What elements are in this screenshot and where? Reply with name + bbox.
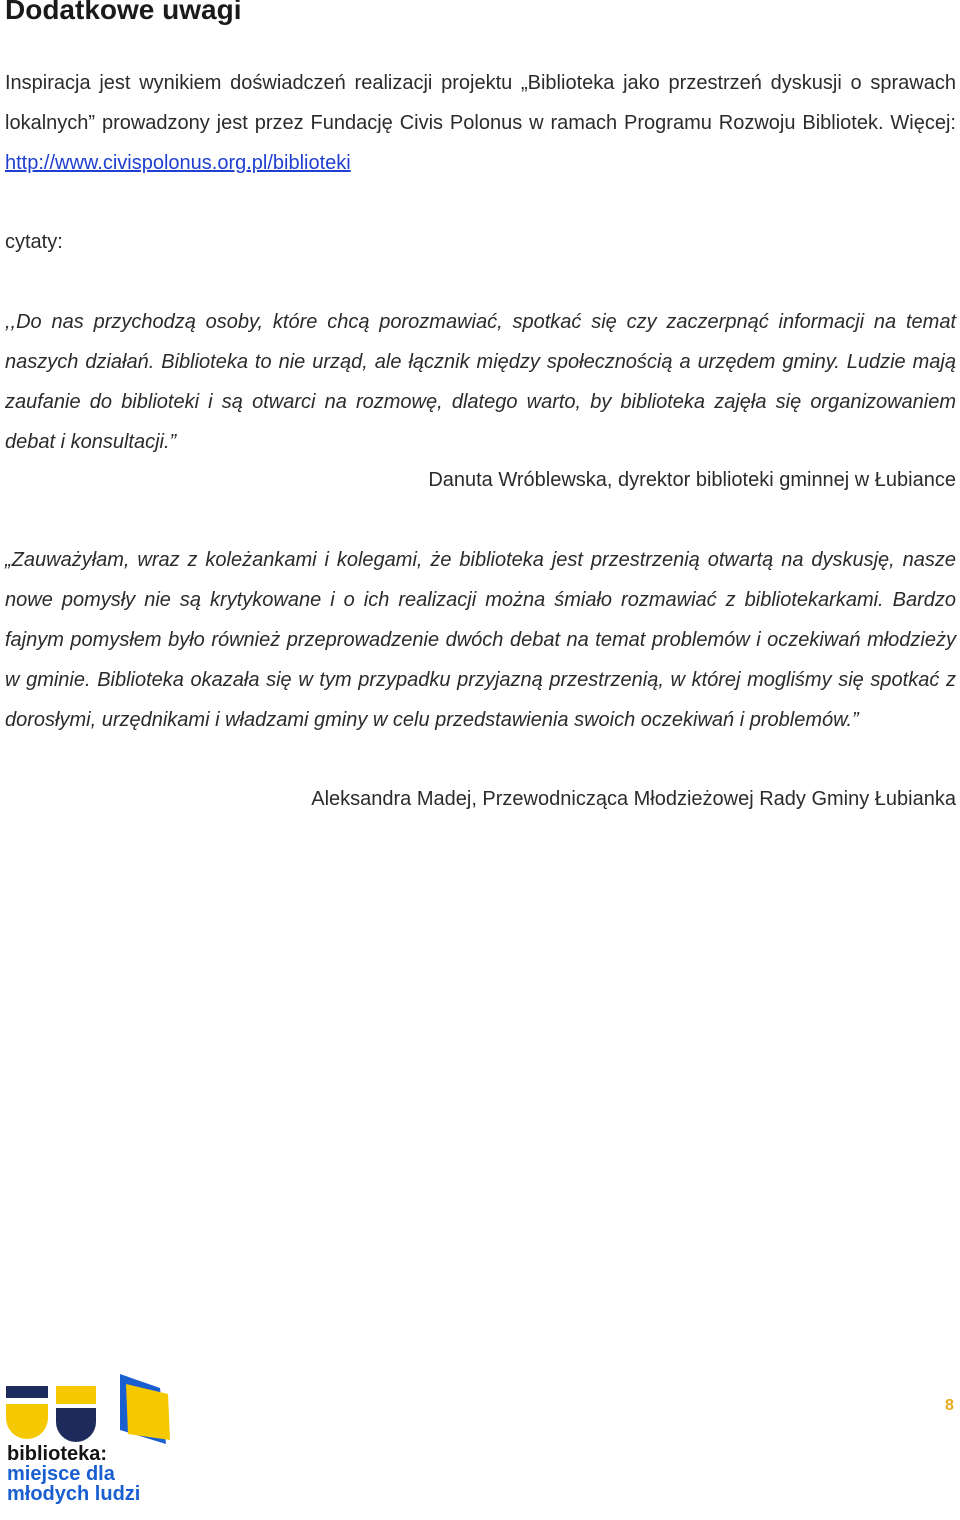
logo-text	[7, 1444, 140, 1504]
page-number: 8	[945, 1397, 954, 1414]
logo-shape-mid-head	[56, 1386, 96, 1404]
logo-shape-mid-body	[56, 1408, 96, 1442]
quote-2: „Zauważyłam, wraz z koleżankami i kolegami, że biblioteka jest przestrzenią otwartą na dyskusję, nasze nowe pomysły nie są krytykowane i o ich realizacji można śmiało rozmawiać z bibliotekarkami. Bardzo fajnym pomysłem było również przeprowadzenie dwóch debat na temat problemów i oczekiwań młodzieży w gminie. Biblioteka okazała się w tym przypadku przyjazną przestrzenią, w której mogliśmy się spotkać z dorosłymi, urzędnikami i władzami gminy w celu przedstawienia swoich oczekiwań i problemów.”	[5, 549, 956, 731]
civispolonus-link[interactable]: http://www.civispolonus.org.pl/biblioteki	[5, 152, 351, 174]
quote-2-attribution: Aleksandra Madej, Przewodnicząca Młodzieżowej Rady Gminy Łubianka	[311, 788, 956, 810]
intro-text: Inspiracja jest wynikiem doświadczeń realizacji projektu „Biblioteka jako przestrzeń dyskusji o sprawach lokalnych” prowadzony jest przez Fundację Civis Polonus w ramach Programu Rozwoju Bibliotek. Więcej:	[5, 72, 956, 134]
quote-1: ,,Do nas przychodzą osoby, które chcą porozmawiać, spotkać się czy zaczerpnąć informacji na temat naszych działań. Biblioteka to nie urząd, ale łącznik między społecznością a urzędem gminy. Ludzie mają zaufanie do biblioteki i są otwarci na rozmowę, dlatego warto, by biblioteka zajęła się organizowaniem debat i konsultacji.”	[5, 311, 956, 453]
logo-book-page	[126, 1384, 170, 1440]
logo-shape-left-head	[6, 1386, 48, 1398]
quotes-label: cytaty:	[5, 231, 63, 253]
logo-shape-left-body	[6, 1404, 48, 1439]
intro-paragraph	[5, 63, 956, 183]
quote-1-attribution: Danuta Wróblewska, dyrektor biblioteki gminnej w Łubiance	[428, 469, 956, 491]
logo-line-1: biblioteka:	[7, 1443, 108, 1465]
logo-line-3: młodych ludzi	[7, 1483, 141, 1505]
logo-line-2: miejsce dla	[7, 1463, 115, 1485]
page-heading: Dodatkowe uwagi	[5, 0, 242, 25]
